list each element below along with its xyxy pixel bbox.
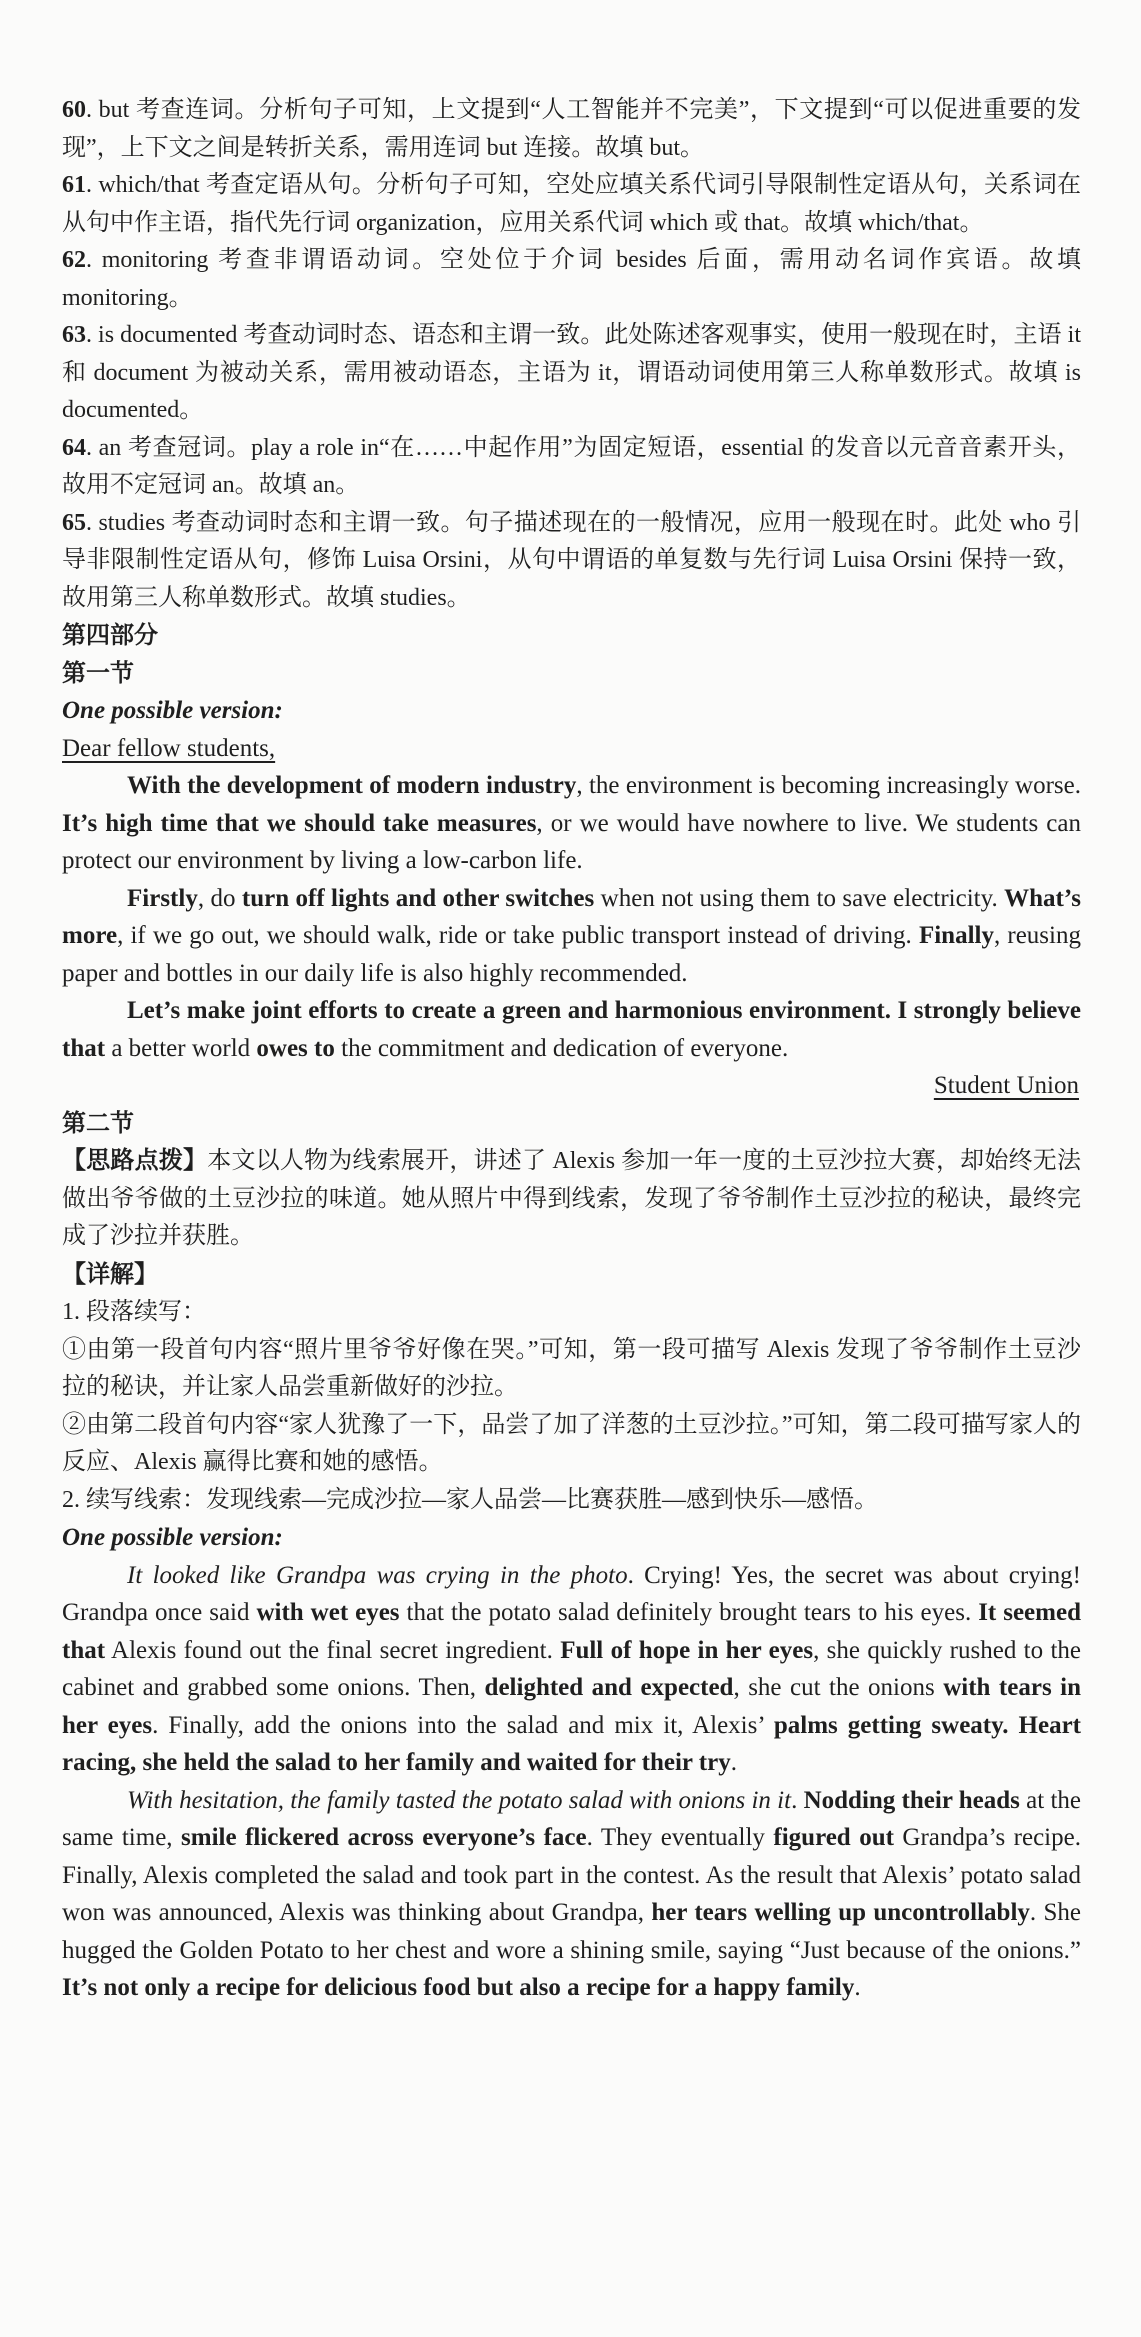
section2-tips (62, 1142, 1081, 1256)
text-run: . monitoring (86, 247, 219, 273)
text-run: , or we would have nowhere to live. We students can protect our environment by living a low-carbon life. (62, 809, 1081, 874)
bold-text-run: 64 (62, 434, 86, 461)
text-run: . Crying! Yes, the secret was about crying! Grandpa once said (62, 1561, 1082, 1626)
text-run: , do (197, 884, 242, 912)
answer-63 (62, 317, 1081, 430)
detail-item: 2. 续写线索：发现线索—完成沙拉—家人品尝—比赛获胜—感到快乐—感悟。 (62, 1486, 878, 1513)
bold-text-run: turn off lights and other switches (241, 884, 595, 912)
text-run: when not using them to save electricity. (594, 884, 1005, 912)
bold-text-run: 62 (62, 247, 86, 273)
section2-detail-label (62, 1256, 1081, 1295)
text-run: . is documented (86, 322, 244, 348)
bold-text-run: Nodding their heads (803, 1786, 1020, 1814)
bold-text-run: Finally (918, 922, 994, 949)
answer-65 (62, 505, 1081, 618)
letter-greeting (62, 730, 1081, 768)
text-run: . They eventually (586, 1824, 774, 1851)
text-run: . (791, 1786, 804, 1814)
bold-text-run: It seemed that (62, 1599, 1081, 1664)
text-run: 考查定语从句。分析句子可知，空处应填关系代词引导限制性定语从句，关系词在从句中作主语，指代先行词 organization，应用关系代词 which 或 that。故填 which/that。 (62, 172, 1082, 236)
letter-paragraph-1 (62, 767, 1081, 880)
text-run: the commitment and dedication of everyone. (334, 1034, 789, 1062)
bold-text-run: with wet eyes (256, 1599, 400, 1626)
bold-text-run: Let’s make joint efforts to create a green and harmonious environment. I strongly believe that (62, 997, 1081, 1062)
tips-label: 【思路点拨】 (62, 1146, 208, 1174)
bold-text-run: owes to (256, 1034, 335, 1062)
text-run: . (854, 1974, 861, 2001)
bold-text-run: 63 (62, 322, 86, 348)
section2-title: 第二节 (62, 1108, 134, 1137)
letter-signature-text: Student Union (933, 1072, 1079, 1099)
text-run: at the same time, (62, 1786, 1081, 1851)
tips-text: 本文以人物为线索展开，讲述了 Alexis 参加一年一度的土豆沙拉大赛，却始终无法做出爷爷做的土豆沙拉的味道。她从照片中得到线索，发现了爷爷制作土豆沙拉的秘诀，最终完成了沙拉并获胜。 (62, 1148, 1081, 1249)
bold-text-run: With the development of modern industry (127, 772, 577, 799)
bold-text-run: 61 (62, 172, 86, 198)
part4-title: 第四部分 (62, 621, 158, 649)
text-run: , if we go out, we should walk, ride or take public transport instead of driving. (117, 922, 919, 949)
bold-text-run: It’s not only a recipe for delicious food but also a recipe for a happy family (62, 1974, 855, 2001)
text-run: . which/that (86, 172, 206, 198)
text-run: 考查连词。分析句子可知，上文提到“人工智能并不完美”，下文提到“可以促进重要的发现”，上下文之间是转折关系，需用连词 but 连接。故填 but。 (62, 97, 1081, 161)
bold-text-run: delighted and expected (484, 1674, 734, 1701)
bold-text-run: with tears in her eyes (62, 1674, 1082, 1739)
text-run: . (730, 1749, 737, 1776)
answer-60 (62, 92, 1081, 167)
detail-item: 1. 段落续写： (62, 1299, 206, 1325)
italic-text-run: It looked like Grandpa was crying in the photo (127, 1561, 628, 1589)
letter-paragraph-3 (62, 992, 1081, 1067)
section2-version-label: One possible version: (62, 1524, 283, 1551)
text-run: 考查冠词。play a role in“在……中起作用”为固定短语，essential 的发音以元音音素开头，故用不定冠词 an。故填 an。 (62, 434, 1081, 498)
text-run: . but (86, 97, 136, 123)
italic-text-run: With hesitation, the family tasted the potato salad with onions in it (127, 1786, 792, 1814)
text-run: . an (86, 434, 128, 461)
text-run: , the environment is becoming increasingly worse. (576, 772, 1081, 799)
bold-text-run: What’s more (62, 884, 1081, 949)
detail-label: 【详解】 (62, 1259, 158, 1288)
text-run: Alexis found out the final secret ingredient. (105, 1636, 561, 1664)
text-run: 考查非谓语动词。空处位于介词 besides 后面，需用动名词作宾语。故填 monitoring。 (62, 247, 1081, 311)
bold-text-run: 65 (62, 509, 86, 536)
bold-text-run: It’s high time that we should take measures (62, 809, 537, 837)
bold-text-run: palms getting sweaty. Heart racing, she held the salad to her family and waited for their try (62, 1711, 1081, 1776)
text-run: Grandpa’s recipe. Finally, Alexis completed the salad and took part in the contest. As the result that Alexis’ potato salad won was announced, Alexis was thinking about Grandpa, (62, 1824, 1081, 1926)
detail-item: ②由第二段首句内容“家人犹豫了一下，品尝了加了洋葱的土豆沙拉。”可知，第二段可描写家人的反应、Alexis 赢得比赛和她的感悟。 (62, 1411, 1081, 1475)
section1-version-label: One possible version: (62, 697, 283, 724)
continuation-paragraph-1 (62, 1557, 1081, 1782)
text-run: . Finally, add the onions into the salad and mix it, Alexis’ (152, 1711, 774, 1739)
text-run: a better world (105, 1034, 257, 1062)
text-run: 考查动词时态、语态和主谓一致。此处陈述客观事实，使用一般现在时，主语 it 和 document 为被动关系，需用被动语态，主语为 it，谓语动词使用第三人称单数形式。故填 is documented。 (62, 322, 1081, 423)
text-run: . She hugged the Golden Potato to her chest and wore a shining smile, saying “Just because of the onions.” (62, 1899, 1082, 1964)
text-run: , she cut the onions (733, 1674, 944, 1701)
bold-text-run: smile flickered across everyone’s face (181, 1824, 587, 1851)
text-run: , reusing paper and bottles in our daily life is also highly recommended. (62, 922, 1081, 987)
text-run: , she quickly rushed to the cabinet and grabbed some onions. Then, (62, 1636, 1081, 1701)
bold-text-run: figured out (773, 1824, 894, 1851)
answer-64 (62, 430, 1081, 505)
bold-text-run: her tears welling up uncontrollably (651, 1899, 1030, 1926)
bold-text-run: Firstly (127, 884, 198, 912)
letter-signature (62, 1067, 1081, 1105)
bold-text-run: 60 (62, 97, 86, 123)
letter-greeting-text: Dear fellow students, (62, 734, 276, 762)
answer-62 (62, 242, 1081, 317)
detail-item: ①由第一段首句内容“照片里爷爷好像在哭。”可知，第一段可描写 Alexis 发现了爷爷制作土豆沙拉的秘诀，并让家人品尝重新做好的沙拉。 (62, 1336, 1081, 1400)
section1-title: 第一节 (62, 658, 134, 687)
answer-61 (62, 167, 1081, 242)
text-run: . studies (86, 509, 172, 536)
continuation-paragraph-2 (62, 1782, 1081, 2007)
text-run: that the potato salad definitely brought tears to his eyes. (399, 1599, 979, 1626)
letter-paragraph-2 (62, 880, 1081, 993)
bold-text-run: Full of hope in her eyes (560, 1636, 814, 1664)
text-run: 考查动词时态和主谓一致。句子描述现在的一般情况，应用一般现在时。此处 who 引导非限制性定语从句，修饰 Luisa Orsini，从句中谓语的单复数与先行词 Luisa Orsini 保持一致，故用第三人称单数形式。故填 studies。 (62, 509, 1081, 611)
